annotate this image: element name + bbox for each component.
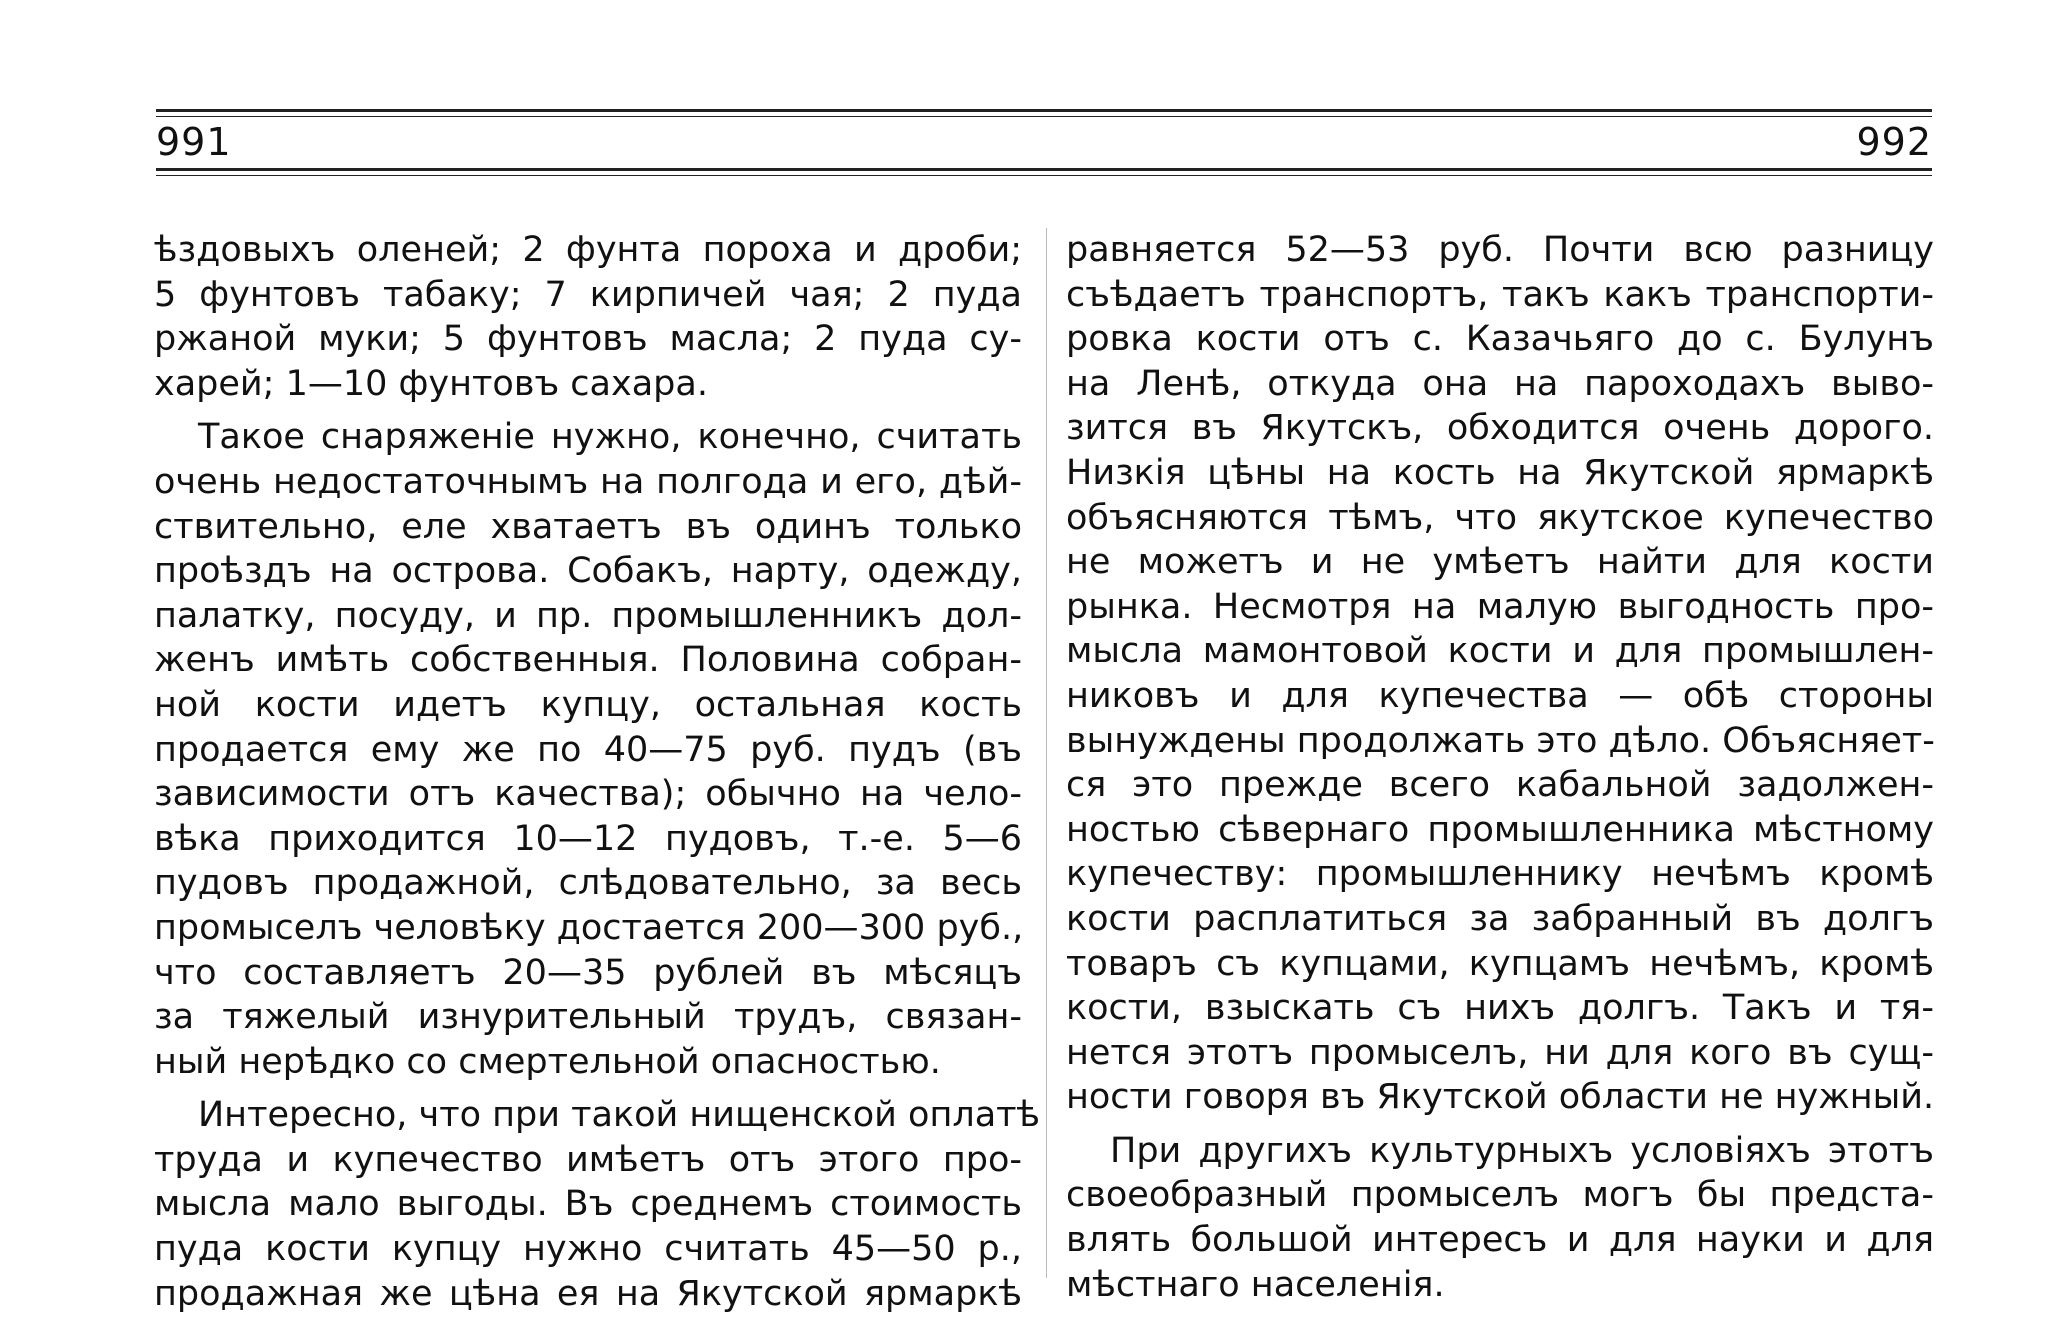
paragraph <box>1066 1129 1934 1307</box>
text-line: никовъ и для купечества — обѣ стороны <box>1066 675 1934 716</box>
text-line: палатку, посуду, и пр. промышленникъ дол- <box>154 595 1022 636</box>
text-line: ѣздовыхъ оленей; 2 фунта пороха и дроби; <box>154 230 1022 270</box>
paragraph <box>154 1093 1041 1316</box>
text-line: проѣздъ на острова. Собакъ, нарту, одежду, <box>154 551 1022 592</box>
text-line: очень недостаточнымъ на полгода и его, дѣй- <box>154 461 1022 502</box>
text-line: промыселъ человѣку достается 200—300 руб., <box>154 907 1024 948</box>
text-line: пуда кости купцу нужно считать 45—50 р., <box>154 1229 1022 1270</box>
text-line: товаръ съ купцами, купцамъ нечѣмъ, кромѣ <box>1066 943 1934 984</box>
text-line: за тяжелый изнурительный трудъ, связан- <box>154 997 1022 1038</box>
text-line: кости расплатиться за забранный въ долгъ <box>1066 898 1934 939</box>
text-line: ной кости идетъ купцу, остальная кость <box>154 684 1022 725</box>
text-line: Интересно, что при такой нищенской оплатѣ <box>198 1095 1041 1136</box>
text-line: равняется 52—53 руб. Почти всю разницу <box>1066 230 1934 270</box>
text-line: вынуждены продолжать это дѣло. Объясняет- <box>1066 720 1935 761</box>
text-line: купечеству: промышленнику нечѣмъ кромѣ <box>1066 854 1934 895</box>
header-rule-top-thin <box>156 116 1932 117</box>
text-line: пудовъ продажной, слѣдовательно, за весь <box>154 863 1022 904</box>
text-line: Низкія цѣны на кость на Якутской ярмаркѣ <box>1066 452 1934 493</box>
text-line: влять большой интересъ и для науки и для <box>1066 1220 1934 1261</box>
text-line: ствительно, еле хватаетъ въ одинъ только <box>154 506 1022 547</box>
paragraph <box>154 415 1022 1084</box>
text-line: своеобразный промыселъ могъ бы предста- <box>1066 1175 1934 1216</box>
text-line: не можетъ и не умѣетъ найти для кости <box>1066 542 1934 583</box>
text-line: ностью сѣвернаго промышленника мѣстному <box>1066 809 1934 850</box>
text-line: ности говоря въ Якутской области не нужный. <box>1066 1077 1935 1118</box>
text-line: нется этотъ промыселъ, ни для кого въ сущ- <box>1066 1032 1934 1073</box>
text-line: 5 фунтовъ табаку; 7 кирпичей чая; 2 пуда <box>154 274 1022 315</box>
text-line: что составляетъ 20—35 рублей въ мѣсяцъ <box>154 952 1022 993</box>
text-line: зависимости отъ качества); обычно на чело- <box>154 774 1022 815</box>
text-line: продается ему же по 40—75 руб. пудъ (въ <box>154 729 1022 770</box>
text-line: зится въ Якутскъ, обходится очень дорого. <box>1066 408 1934 449</box>
column-divider <box>1046 228 1047 1278</box>
text-line: ся это прежде всего кабальной задолжен- <box>1066 765 1934 806</box>
page-number-left: 991 <box>156 120 232 164</box>
text-line: на Ленѣ, откуда она на пароходахъ выво- <box>1066 363 1934 404</box>
text-line: объясняются тѣмъ, что якутское купечество <box>1066 497 1934 538</box>
text-line: ный нерѣдко со смертельной опасностью. <box>154 1041 941 1082</box>
text-line: ржаной муки; 5 фунтовъ масла; 2 пуда су- <box>154 319 1022 360</box>
page-number-right: 992 <box>1856 120 1932 164</box>
text-line: продажная же цѣна ея на Якутской ярмаркѣ <box>154 1273 1022 1314</box>
header-rule-top <box>156 109 1932 112</box>
header-rule-bottom-thin <box>156 175 1932 176</box>
text-line: кости, взыскать съ нихъ долгъ. Такъ и тя- <box>1066 988 1934 1029</box>
text-line: мѣстнаго населенія. <box>1066 1264 1445 1305</box>
text-line: мысла мало выгоды. Въ среднемъ стоимость <box>154 1184 1022 1225</box>
text-line: Такое снаряженіе нужно, конечно, считать <box>198 417 1022 458</box>
text-line: труда и купечество имѣетъ отъ этого про- <box>154 1139 1022 1180</box>
text-line: мысла мамонтовой кости и для промышлен- <box>1066 631 1934 672</box>
text-line: вѣка приходится 10—12 пудовъ, т.-е. 5—6 <box>154 818 1022 859</box>
text-line: харей; 1—10 фунтовъ сахара. <box>154 363 708 404</box>
text-line: съѣдаетъ транспортъ, такъ какъ транспорти- <box>1066 274 1934 315</box>
paragraph <box>154 228 1022 406</box>
text-line: рынка. Несмотря на малую выгодность про- <box>1066 586 1934 627</box>
header-rule-bottom <box>156 168 1932 171</box>
right-column <box>1066 228 1934 1307</box>
text-line: женъ имѣть собственныя. Половина собран- <box>154 640 1022 681</box>
left-column <box>154 228 1041 1316</box>
text-line: ровка кости отъ с. Казачьяго до с. Булунъ <box>1066 319 1934 360</box>
paragraph <box>1066 228 1934 1120</box>
text-line: При другихъ культурныхъ условіяхъ этотъ <box>1110 1130 1934 1171</box>
